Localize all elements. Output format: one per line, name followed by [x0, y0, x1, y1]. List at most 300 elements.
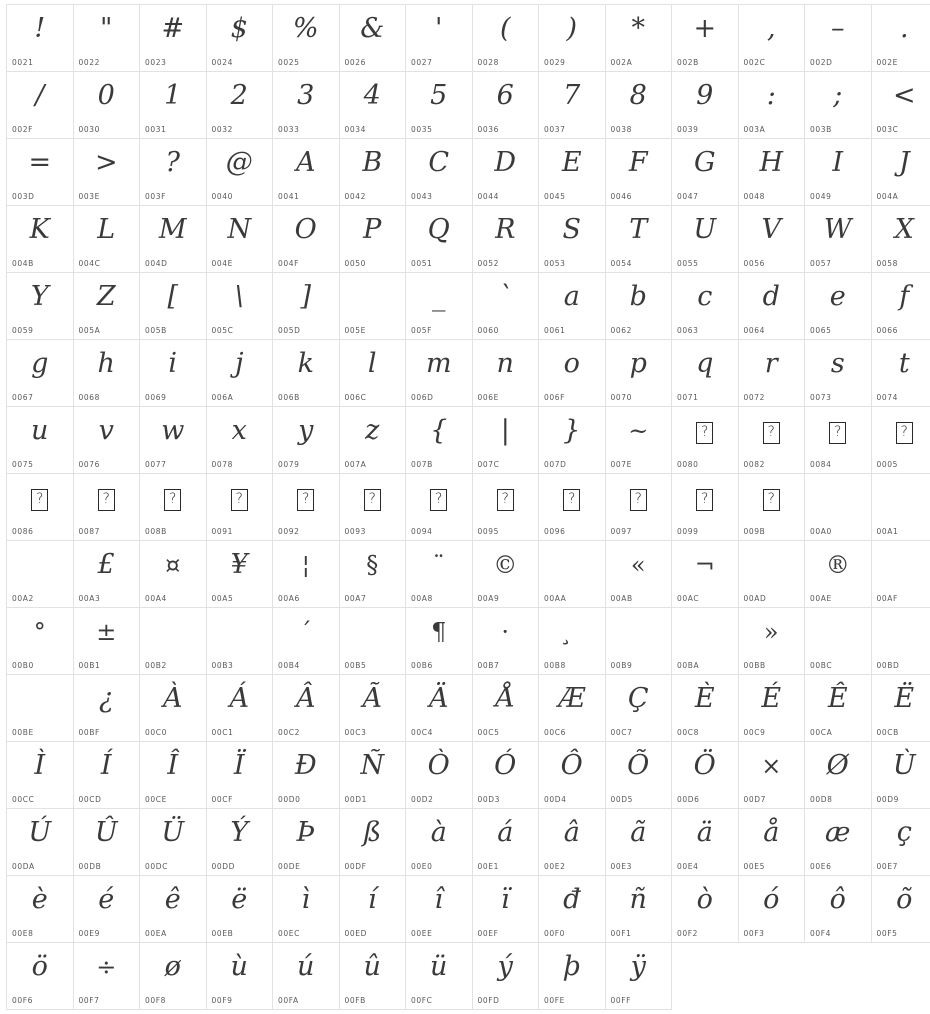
glyph-preview: ` [473, 275, 539, 319]
glyph-cell[interactable] [73, 675, 140, 742]
glyph-preview: " [74, 7, 140, 51]
glyph-cell[interactable] [140, 206, 207, 273]
glyph-codepoint: 00B0 [12, 661, 34, 670]
glyph-cell[interactable] [206, 541, 273, 608]
glyph-cell[interactable] [672, 876, 739, 943]
glyph-row [7, 139, 930, 206]
glyph-cell[interactable] [206, 139, 273, 206]
glyph-codepoint: 0060 [478, 326, 500, 335]
glyph-cell[interactable] [738, 139, 805, 206]
glyph-cell[interactable] [406, 742, 473, 809]
glyph-cell[interactable] [672, 608, 739, 675]
glyph-cell[interactable] [7, 273, 74, 340]
glyph-grid [6, 4, 930, 1010]
glyph-cell[interactable] [539, 943, 606, 1010]
glyph-cell[interactable] [871, 742, 930, 809]
glyph-cell[interactable] [605, 474, 672, 541]
glyph-cell[interactable] [339, 809, 406, 876]
glyph-cell[interactable] [672, 675, 739, 742]
glyph-codepoint: 0039 [677, 125, 699, 134]
glyph-cell[interactable] [805, 474, 872, 541]
glyph-preview [140, 610, 206, 654]
glyph-codepoint: 00D6 [677, 795, 700, 804]
glyph-cell[interactable] [605, 608, 672, 675]
glyph-cell[interactable] [140, 72, 207, 139]
glyph-codepoint: 0030 [79, 125, 101, 134]
glyph-cell[interactable] [406, 340, 473, 407]
glyph-cell[interactable] [472, 206, 539, 273]
glyph-cell[interactable] [140, 608, 207, 675]
glyph-cell[interactable] [339, 340, 406, 407]
glyph-cell[interactable] [206, 742, 273, 809]
glyph-cell[interactable] [472, 742, 539, 809]
glyph-cell[interactable] [871, 407, 930, 474]
glyph-cell[interactable] [339, 474, 406, 541]
glyph-cell[interactable] [539, 407, 606, 474]
glyph-codepoint: 00FC [411, 996, 433, 1005]
glyph-codepoint: 00B1 [79, 661, 101, 670]
glyph-cell[interactable] [539, 608, 606, 675]
glyph-cell[interactable] [339, 407, 406, 474]
glyph-cell[interactable] [539, 206, 606, 273]
glyph-cell[interactable] [339, 608, 406, 675]
glyph-cell[interactable] [871, 5, 930, 72]
glyph-cell[interactable] [273, 407, 340, 474]
glyph-cell[interactable] [339, 273, 406, 340]
glyph-cell[interactable] [273, 206, 340, 273]
glyph-cell[interactable] [871, 72, 930, 139]
glyph-cell[interactable] [672, 407, 739, 474]
glyph-cell[interactable] [140, 943, 207, 1010]
glyph-preview: } [539, 409, 605, 453]
glyph-cell[interactable] [805, 876, 872, 943]
glyph-cell[interactable] [605, 876, 672, 943]
glyph-cell[interactable] [140, 340, 207, 407]
glyph-row [7, 541, 930, 608]
glyph-codepoint: 0040 [212, 192, 234, 201]
glyph-cell[interactable] [472, 876, 539, 943]
glyph-preview: Ï [207, 744, 273, 788]
glyph-cell[interactable] [206, 5, 273, 72]
glyph-preview: { [406, 409, 472, 453]
glyph-cell[interactable] [73, 5, 140, 72]
glyph-cell[interactable] [871, 608, 930, 675]
glyph-preview: 1 [140, 74, 206, 118]
glyph-cell[interactable] [805, 273, 872, 340]
glyph-codepoint: 00E6 [810, 862, 831, 871]
glyph-cell[interactable] [73, 943, 140, 1010]
glyph-cell[interactable] [73, 541, 140, 608]
glyph-cell[interactable] [406, 139, 473, 206]
glyph-row [7, 273, 930, 340]
glyph-cell[interactable] [871, 273, 930, 340]
glyph-cell[interactable] [406, 608, 473, 675]
glyph-cell[interactable] [539, 876, 606, 943]
glyph-cell[interactable] [472, 474, 539, 541]
glyph-cell[interactable] [539, 474, 606, 541]
glyph-cell[interactable] [273, 541, 340, 608]
glyph-cell[interactable] [7, 675, 74, 742]
glyph-cell[interactable] [605, 5, 672, 72]
glyph-preview: D [473, 141, 539, 185]
glyph-cell[interactable] [605, 809, 672, 876]
glyph-preview: 5 [406, 74, 472, 118]
glyph-codepoint: 0096 [544, 527, 566, 536]
glyph-codepoint: 00BC [810, 661, 832, 670]
glyph-cell[interactable] [605, 206, 672, 273]
glyph-preview: Ë [872, 677, 930, 721]
glyph-codepoint: 0052 [478, 259, 500, 268]
glyph-cell[interactable] [539, 72, 606, 139]
glyph-cell[interactable] [738, 72, 805, 139]
glyph-cell[interactable] [140, 809, 207, 876]
glyph-cell[interactable] [539, 742, 606, 809]
glyph-preview [273, 476, 339, 520]
glyph-preview: ° [7, 610, 73, 654]
glyph-cell[interactable] [273, 340, 340, 407]
glyph-cell[interactable] [605, 72, 672, 139]
glyph-cell[interactable] [472, 139, 539, 206]
glyph-cell[interactable] [7, 742, 74, 809]
glyph-preview: ç [872, 811, 930, 855]
glyph-cell[interactable] [605, 541, 672, 608]
glyph-codepoint: 0073 [810, 393, 832, 402]
glyph-preview: + [672, 7, 738, 51]
glyph-cell[interactable] [738, 340, 805, 407]
glyph-cell[interactable] [7, 541, 74, 608]
glyph-cell[interactable] [273, 139, 340, 206]
glyph-cell[interactable] [672, 742, 739, 809]
glyph-cell[interactable] [738, 742, 805, 809]
glyph-cell[interactable] [406, 273, 473, 340]
glyph-cell[interactable] [672, 541, 739, 608]
glyph-cell[interactable] [406, 5, 473, 72]
glyph-codepoint: 00F2 [677, 929, 698, 938]
glyph-preview: ¨ [406, 543, 472, 587]
glyph-cell[interactable] [738, 541, 805, 608]
glyph-codepoint: 0064 [744, 326, 766, 335]
glyph-cell[interactable] [73, 742, 140, 809]
glyph-cell[interactable] [273, 5, 340, 72]
glyph-cell[interactable] [672, 5, 739, 72]
glyph-codepoint: 0049 [810, 192, 832, 201]
glyph-cell[interactable] [805, 742, 872, 809]
glyph-preview: J [872, 141, 930, 185]
glyph-cell[interactable] [605, 943, 672, 1010]
glyph-cell[interactable] [7, 139, 74, 206]
glyph-codepoint: 00A0 [810, 527, 832, 536]
glyph-codepoint: 00D3 [478, 795, 501, 804]
glyph-cell[interactable] [140, 407, 207, 474]
glyph-cell[interactable] [406, 474, 473, 541]
glyph-cell[interactable] [539, 809, 606, 876]
glyph-preview: w [140, 409, 206, 453]
glyph-preview: § [340, 543, 406, 587]
glyph-codepoint: 0070 [611, 393, 633, 402]
glyph-preview: ¦ [273, 543, 339, 587]
glyph-codepoint: 0025 [278, 58, 300, 67]
glyph-cell[interactable] [539, 541, 606, 608]
glyph-cell[interactable] [805, 541, 872, 608]
glyph-cell[interactable] [605, 273, 672, 340]
glyph-cell[interactable] [73, 72, 140, 139]
glyph-codepoint: 00C5 [478, 728, 500, 737]
glyph-cell[interactable] [472, 943, 539, 1010]
notdef-box: ? [763, 422, 780, 444]
glyph-cell-empty [672, 943, 739, 1010]
glyph-cell[interactable] [73, 474, 140, 541]
glyph-preview: ó [739, 878, 805, 922]
glyph-codepoint: 006B [278, 393, 300, 402]
glyph-cell[interactable] [140, 273, 207, 340]
glyph-cell[interactable] [406, 72, 473, 139]
glyph-preview [7, 476, 73, 520]
glyph-cell[interactable] [539, 675, 606, 742]
glyph-cell[interactable] [672, 139, 739, 206]
glyph-cell[interactable] [273, 809, 340, 876]
glyph-cell[interactable] [339, 541, 406, 608]
glyph-cell[interactable] [273, 876, 340, 943]
glyph-cell[interactable] [7, 72, 74, 139]
glyph-codepoint: 007D [544, 460, 567, 469]
glyph-cell[interactable] [339, 742, 406, 809]
glyph-cell[interactable] [472, 541, 539, 608]
glyph-cell[interactable] [605, 139, 672, 206]
glyph-preview: æ [805, 811, 871, 855]
glyph-cell[interactable] [339, 72, 406, 139]
glyph-cell[interactable] [339, 876, 406, 943]
glyph-cell[interactable] [7, 943, 74, 1010]
glyph-cell[interactable] [472, 72, 539, 139]
glyph-codepoint: 00AD [744, 594, 767, 603]
glyph-cell[interactable] [672, 206, 739, 273]
glyph-codepoint: 00A5 [212, 594, 234, 603]
glyph-cell[interactable] [805, 139, 872, 206]
glyph-cell[interactable] [406, 943, 473, 1010]
glyph-cell[interactable] [273, 72, 340, 139]
glyph-codepoint: 004F [278, 259, 299, 268]
glyph-cell[interactable] [140, 474, 207, 541]
glyph-preview: F [606, 141, 672, 185]
glyph-cell[interactable] [871, 876, 930, 943]
glyph-cell[interactable] [539, 139, 606, 206]
glyph-codepoint: 0005 [877, 460, 899, 469]
glyph-cell[interactable] [738, 407, 805, 474]
glyph-preview: · [473, 610, 539, 654]
glyph-cell[interactable] [805, 206, 872, 273]
glyph-cell[interactable] [206, 675, 273, 742]
glyph-cell[interactable] [339, 139, 406, 206]
glyph-cell[interactable] [472, 407, 539, 474]
glyph-cell[interactable] [605, 742, 672, 809]
glyph-cell[interactable] [738, 474, 805, 541]
glyph-preview: ì [273, 878, 339, 922]
glyph-cell[interactable] [738, 5, 805, 72]
glyph-codepoint: 0031 [145, 125, 167, 134]
glyph-cell[interactable] [73, 139, 140, 206]
glyph-cell[interactable] [273, 742, 340, 809]
glyph-preview: ÷ [74, 945, 140, 989]
glyph-codepoint: 00DD [212, 862, 236, 871]
glyph-cell[interactable] [871, 809, 930, 876]
glyph-cell[interactable] [539, 5, 606, 72]
glyph-codepoint: 005C [212, 326, 234, 335]
glyph-cell[interactable] [140, 742, 207, 809]
glyph-cell[interactable] [206, 72, 273, 139]
glyph-cell[interactable] [140, 541, 207, 608]
glyph-cell[interactable] [805, 809, 872, 876]
glyph-cell[interactable] [7, 608, 74, 675]
glyph-cell[interactable] [206, 407, 273, 474]
glyph-cell[interactable] [406, 206, 473, 273]
glyph-cell[interactable] [871, 340, 930, 407]
glyph-row [7, 340, 930, 407]
glyph-cell[interactable] [73, 608, 140, 675]
glyph-cell[interactable] [140, 876, 207, 943]
glyph-cell[interactable] [738, 608, 805, 675]
glyph-cell[interactable] [406, 876, 473, 943]
notdef-box: ? [763, 489, 780, 511]
glyph-cell[interactable] [339, 943, 406, 1010]
glyph-cell[interactable] [73, 407, 140, 474]
glyph-preview: × [739, 744, 805, 788]
glyph-codepoint: 0035 [411, 125, 433, 134]
glyph-cell[interactable] [273, 943, 340, 1010]
glyph-cell[interactable] [206, 273, 273, 340]
glyph-codepoint: 00DC [145, 862, 168, 871]
glyph-cell[interactable] [406, 541, 473, 608]
glyph-codepoint: 00E1 [478, 862, 499, 871]
glyph-cell[interactable] [206, 809, 273, 876]
glyph-cell[interactable] [871, 474, 930, 541]
glyph-codepoint: 0062 [611, 326, 633, 335]
glyph-preview: ú [273, 945, 339, 989]
glyph-cell[interactable] [73, 876, 140, 943]
glyph-cell[interactable] [605, 407, 672, 474]
glyph-codepoint: 0075 [12, 460, 34, 469]
glyph-codepoint: 0080 [677, 460, 699, 469]
glyph-cell[interactable] [7, 206, 74, 273]
glyph-cell[interactable] [472, 273, 539, 340]
glyph-cell[interactable] [339, 206, 406, 273]
glyph-cell[interactable] [140, 675, 207, 742]
glyph-cell[interactable] [539, 340, 606, 407]
glyph-cell[interactable] [472, 675, 539, 742]
glyph-preview: â [539, 811, 605, 855]
notdef-box: ? [430, 489, 447, 511]
glyph-preview: ü [406, 945, 472, 989]
glyph-cell[interactable] [605, 675, 672, 742]
glyph-cell[interactable] [672, 340, 739, 407]
glyph-cell[interactable] [206, 206, 273, 273]
glyph-cell[interactable] [339, 675, 406, 742]
glyph-codepoint: 0027 [411, 58, 433, 67]
glyph-cell[interactable] [7, 340, 74, 407]
glyph-cell[interactable] [7, 876, 74, 943]
notdef-box: ? [231, 489, 248, 511]
glyph-codepoint: 004A [877, 192, 899, 201]
glyph-cell[interactable] [805, 5, 872, 72]
glyph-cell[interactable] [73, 273, 140, 340]
glyph-codepoint: 0079 [278, 460, 300, 469]
glyph-cell[interactable] [273, 474, 340, 541]
glyph-cell[interactable] [805, 72, 872, 139]
glyph-cell[interactable] [672, 273, 739, 340]
glyph-cell[interactable] [871, 675, 930, 742]
glyph-cell[interactable] [140, 139, 207, 206]
glyph-cell[interactable] [539, 273, 606, 340]
glyph-preview: Ö [672, 744, 738, 788]
glyph-cell[interactable] [738, 675, 805, 742]
glyph-cell[interactable] [406, 675, 473, 742]
glyph-cell[interactable] [805, 407, 872, 474]
glyph-cell[interactable] [738, 273, 805, 340]
glyph-cell[interactable] [605, 340, 672, 407]
glyph-cell[interactable] [871, 206, 930, 273]
glyph-cell[interactable] [206, 474, 273, 541]
glyph-cell[interactable] [339, 5, 406, 72]
glyph-preview: Ô [539, 744, 605, 788]
glyph-cell[interactable] [73, 340, 140, 407]
glyph-cell[interactable] [73, 206, 140, 273]
glyph-row [7, 876, 930, 943]
glyph-cell[interactable] [206, 943, 273, 1010]
glyph-cell[interactable] [406, 809, 473, 876]
glyph-cell[interactable] [472, 608, 539, 675]
glyph-cell[interactable] [273, 273, 340, 340]
glyph-cell[interactable] [7, 407, 74, 474]
glyph-cell[interactable] [871, 541, 930, 608]
glyph-cell[interactable] [672, 474, 739, 541]
glyph-preview [340, 476, 406, 520]
glyph-codepoint: 0055 [677, 259, 699, 268]
glyph-cell[interactable] [672, 809, 739, 876]
glyph-codepoint: 00F7 [79, 996, 100, 1005]
glyph-cell[interactable] [273, 675, 340, 742]
glyph-codepoint: 0071 [677, 393, 699, 402]
glyph-cell[interactable] [206, 340, 273, 407]
glyph-cell[interactable] [805, 675, 872, 742]
glyph-cell[interactable] [871, 139, 930, 206]
glyph-codepoint: 00E5 [744, 862, 765, 871]
glyph-cell[interactable] [273, 608, 340, 675]
glyph-cell[interactable] [7, 809, 74, 876]
glyph-codepoint: 00CC [12, 795, 34, 804]
glyph-cell[interactable] [406, 407, 473, 474]
glyph-cell[interactable] [472, 5, 539, 72]
glyph-cell[interactable] [738, 809, 805, 876]
notdef-box: ? [297, 489, 314, 511]
glyph-cell[interactable] [672, 72, 739, 139]
glyph-cell[interactable] [140, 5, 207, 72]
glyph-preview: Â [273, 677, 339, 721]
glyph-preview: è [7, 878, 73, 922]
glyph-cell[interactable] [73, 809, 140, 876]
glyph-cell[interactable] [7, 5, 74, 72]
glyph-codepoint: 00FE [544, 996, 565, 1005]
glyph-cell[interactable] [206, 608, 273, 675]
glyph-cell[interactable] [472, 340, 539, 407]
glyph-cell[interactable] [7, 474, 74, 541]
glyph-cell[interactable] [206, 876, 273, 943]
glyph-preview: À [140, 677, 206, 721]
glyph-cell[interactable] [805, 340, 872, 407]
glyph-cell[interactable] [738, 206, 805, 273]
glyph-cell[interactable] [472, 809, 539, 876]
glyph-preview: i [140, 342, 206, 386]
glyph-cell[interactable] [738, 876, 805, 943]
glyph-cell[interactable] [805, 608, 872, 675]
